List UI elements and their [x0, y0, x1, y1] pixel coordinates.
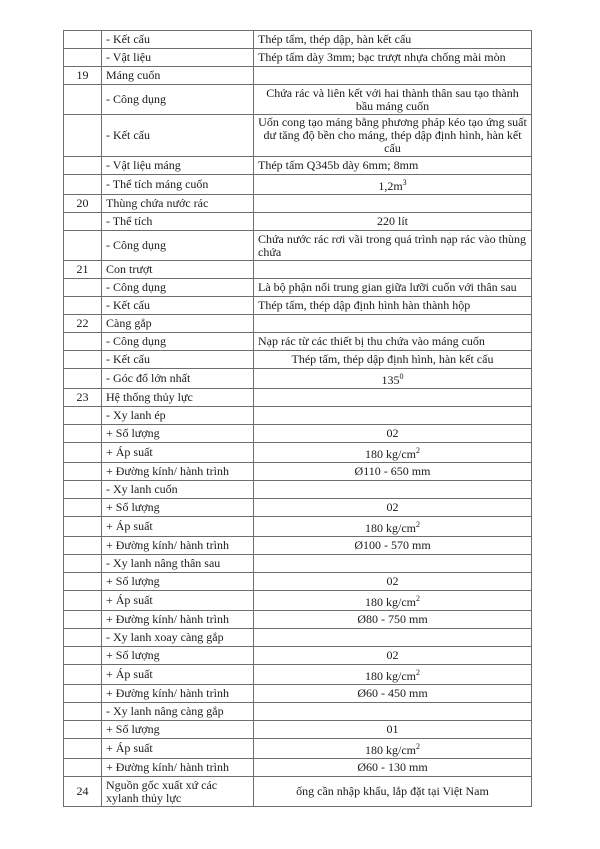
item-name-cell: - Vật liệu — [102, 49, 254, 67]
item-name-cell: + Đường kính/ hành trình — [102, 685, 254, 703]
row-number-cell — [64, 407, 102, 425]
item-name-cell: Càng gắp — [102, 315, 254, 333]
item-name-cell: Máng cuốn — [102, 67, 254, 85]
value-cell — [254, 279, 532, 297]
table-row — [64, 517, 532, 537]
row-number-cell — [64, 739, 102, 759]
row-number-cell — [64, 369, 102, 389]
value-text: Thép tấm, thép dập, hàn kết cấu — [258, 32, 412, 46]
value-text: 01 — [386, 722, 399, 736]
value-text: 02 — [386, 500, 399, 514]
value-text: 135 — [381, 373, 400, 387]
item-name-cell: + Áp suất — [102, 665, 254, 685]
item-name-cell: - Thể tích máng cuốn — [102, 175, 254, 195]
value-cell — [254, 499, 532, 517]
item-name-cell: + Đường kính/ hành trình — [102, 463, 254, 481]
table-row — [64, 591, 532, 611]
table-row — [64, 665, 532, 685]
value-cell — [254, 591, 532, 611]
table-row — [64, 67, 532, 85]
table-row — [64, 195, 532, 213]
row-number-cell — [64, 49, 102, 67]
value-text: 180 kg/cm — [365, 743, 416, 757]
row-number-cell — [64, 759, 102, 777]
value-text: Chứa nước rác rơi vãi trong quá trình nạp rác vào thùng chứa — [258, 231, 526, 259]
value-cell — [254, 759, 532, 777]
item-name-cell: + Đường kính/ hành trình — [102, 537, 254, 555]
value-text: Ø110 - 650 mm — [354, 464, 431, 478]
value-text: ống cần nhập khẩu, lắp đặt tại Việt Nam — [296, 784, 489, 798]
table-row — [64, 647, 532, 665]
value-text: Chứa rác và liên kết với hai thành thân sau tạo thành bầu máng cuốn — [266, 85, 519, 113]
item-name-cell: + Đường kính/ hành trình — [102, 759, 254, 777]
row-number-cell — [64, 721, 102, 739]
row-number-cell: 19 — [64, 67, 102, 85]
table-row — [64, 115, 532, 157]
value-text: 1,2m — [378, 179, 403, 193]
value-cell — [254, 157, 532, 175]
table-row — [64, 369, 532, 389]
table-row — [64, 721, 532, 739]
table-row — [64, 703, 532, 721]
table-row — [64, 611, 532, 629]
row-number-cell — [64, 703, 102, 721]
item-name-cell: - Xy lanh xoay càng gắp — [102, 629, 254, 647]
table-row — [64, 499, 532, 517]
item-name-cell: Nguồn gốc xuất xứ các xylanh thủy lực — [102, 777, 254, 807]
row-number-cell — [64, 213, 102, 231]
table-row — [64, 389, 532, 407]
table-row — [64, 759, 532, 777]
table-row — [64, 333, 532, 351]
item-name-cell: + Đường kính/ hành trình — [102, 611, 254, 629]
value-cell — [254, 721, 532, 739]
value-cell — [254, 407, 532, 425]
item-name-cell: + Áp suất — [102, 591, 254, 611]
item-name-cell: - Xy lanh ép — [102, 407, 254, 425]
value-superscript: 2 — [416, 594, 420, 603]
value-superscript: 2 — [416, 520, 420, 529]
table-row — [64, 231, 532, 261]
value-cell — [254, 777, 532, 807]
value-text: 180 kg/cm — [365, 669, 416, 683]
row-number-cell — [64, 297, 102, 315]
row-number-cell — [64, 555, 102, 573]
value-cell — [254, 611, 532, 629]
row-number-cell — [64, 85, 102, 115]
table-row — [64, 739, 532, 759]
value-text: 02 — [386, 426, 399, 440]
item-name-cell: + Số lượng — [102, 647, 254, 665]
row-number-cell — [64, 629, 102, 647]
row-number-cell — [64, 115, 102, 157]
row-number-cell — [64, 481, 102, 499]
value-cell — [254, 703, 532, 721]
item-name-cell: - Xy lanh nâng thân sau — [102, 555, 254, 573]
value-cell — [254, 333, 532, 351]
table-row — [64, 481, 532, 499]
table-row — [64, 297, 532, 315]
value-text: Là bộ phận nối trung gian giữa lưỡi cuốn với thân sau — [258, 280, 517, 294]
row-number-cell: 22 — [64, 315, 102, 333]
value-cell — [254, 517, 532, 537]
value-cell — [254, 213, 532, 231]
row-number-cell — [64, 537, 102, 555]
value-cell — [254, 261, 532, 279]
row-number-cell: 24 — [64, 777, 102, 807]
table-row — [64, 537, 532, 555]
value-cell — [254, 195, 532, 213]
value-text: Ø60 - 450 mm — [357, 686, 428, 700]
table-row — [64, 49, 532, 67]
value-text: Ø80 - 750 mm — [357, 612, 428, 626]
table-row — [64, 777, 532, 807]
item-name-cell: - Kết cấu — [102, 31, 254, 49]
value-text: 02 — [386, 574, 399, 588]
table-row — [64, 213, 532, 231]
table-row — [64, 279, 532, 297]
row-number-cell — [64, 157, 102, 175]
value-cell — [254, 231, 532, 261]
item-name-cell: - Công dụng — [102, 333, 254, 351]
value-cell — [254, 369, 532, 389]
item-name-cell: + Số lượng — [102, 721, 254, 739]
value-text: 02 — [386, 648, 399, 662]
value-cell — [254, 555, 532, 573]
table-row — [64, 463, 532, 481]
table-row — [64, 175, 532, 195]
table-row — [64, 315, 532, 333]
specification-table-body — [64, 31, 532, 807]
value-text: 180 kg/cm — [365, 447, 416, 461]
value-superscript: 3 — [402, 178, 407, 187]
value-cell — [254, 85, 532, 115]
table-row — [64, 425, 532, 443]
value-cell — [254, 573, 532, 591]
table-row — [64, 261, 532, 279]
value-cell — [254, 647, 532, 665]
item-name-cell: Con trượt — [102, 261, 254, 279]
value-superscript: 2 — [416, 446, 420, 455]
item-name-cell: - Công dụng — [102, 85, 254, 115]
value-cell — [254, 351, 532, 369]
row-number-cell — [64, 31, 102, 49]
value-cell — [254, 175, 532, 195]
value-cell — [254, 685, 532, 703]
item-name-cell: + Số lượng — [102, 499, 254, 517]
table-row — [64, 157, 532, 175]
row-number-cell — [64, 647, 102, 665]
value-text: 220 lít — [376, 214, 408, 228]
value-text: 180 kg/cm — [365, 595, 416, 609]
value-cell — [254, 463, 532, 481]
value-text: Thép tấm, thép dập định hình hàn thành hộp — [258, 298, 471, 312]
row-number-cell — [64, 425, 102, 443]
table-row — [64, 629, 532, 647]
item-name-cell: Hệ thống thủy lực — [102, 389, 254, 407]
item-name-cell: + Số lượng — [102, 425, 254, 443]
value-cell — [254, 115, 532, 157]
row-number-cell: 23 — [64, 389, 102, 407]
table-row — [64, 555, 532, 573]
row-number-cell — [64, 463, 102, 481]
row-number-cell — [64, 665, 102, 685]
row-number-cell — [64, 517, 102, 537]
value-superscript: 2 — [416, 668, 420, 677]
table-row — [64, 85, 532, 115]
row-number-cell: 21 — [64, 261, 102, 279]
value-text: Thép tấm Q345b dày 6mm; 8mm — [258, 158, 419, 172]
value-text: Ø60 - 130 mm — [357, 760, 428, 774]
value-text: 180 kg/cm — [365, 521, 416, 535]
value-cell — [254, 31, 532, 49]
value-cell — [254, 443, 532, 463]
row-number-cell — [64, 443, 102, 463]
row-number-cell — [64, 351, 102, 369]
item-name-cell: - Xy lanh nâng càng gắp — [102, 703, 254, 721]
row-number-cell: 20 — [64, 195, 102, 213]
row-number-cell — [64, 591, 102, 611]
item-name-cell: + Áp suất — [102, 739, 254, 759]
specification-table — [63, 30, 532, 807]
table-row — [64, 407, 532, 425]
value-text: Ø100 - 570 mm — [354, 538, 431, 552]
value-text: Thép tấm, thép dập định hình, hàn kết cấu — [291, 352, 494, 366]
table-row — [64, 685, 532, 703]
table-row — [64, 31, 532, 49]
item-name-cell: - Kết cấu — [102, 115, 254, 157]
item-name-cell: Thùng chứa nước rác — [102, 195, 254, 213]
value-cell — [254, 629, 532, 647]
item-name-cell: + Áp suất — [102, 443, 254, 463]
item-name-cell: - Vật liệu máng — [102, 157, 254, 175]
value-cell — [254, 537, 532, 555]
item-name-cell: - Góc đổ lớn nhất — [102, 369, 254, 389]
value-text: Thép tấm dày 3mm; bạc trượt nhựa chống mài mòn — [258, 50, 506, 64]
row-number-cell — [64, 499, 102, 517]
item-name-cell: - Xy lanh cuốn — [102, 481, 254, 499]
row-number-cell — [64, 333, 102, 351]
row-number-cell — [64, 231, 102, 261]
item-name-cell: - Kết cấu — [102, 297, 254, 315]
item-name-cell: + Áp suất — [102, 517, 254, 537]
row-number-cell — [64, 175, 102, 195]
row-number-cell — [64, 279, 102, 297]
value-cell — [254, 67, 532, 85]
item-name-cell: - Công dụng — [102, 231, 254, 261]
table-row — [64, 443, 532, 463]
table-row — [64, 351, 532, 369]
row-number-cell — [64, 573, 102, 591]
item-name-cell: - Thể tích — [102, 213, 254, 231]
value-cell — [254, 49, 532, 67]
value-cell — [254, 315, 532, 333]
value-text: Nạp rác từ các thiết bị thu chứa vào máng cuốn — [258, 334, 485, 348]
value-cell — [254, 665, 532, 685]
item-name-cell: + Số lượng — [102, 573, 254, 591]
row-number-cell — [64, 611, 102, 629]
value-cell — [254, 425, 532, 443]
value-cell — [254, 297, 532, 315]
value-cell — [254, 481, 532, 499]
value-text: Uốn cong tạo máng bằng phương pháp kéo tạo ứng suất dư tăng độ bền cho máng, thép dập định hình, hàn kết cấu — [258, 115, 527, 155]
value-superscript: 2 — [416, 742, 420, 751]
item-name-cell: - Kết cấu — [102, 351, 254, 369]
item-name-cell: - Công dụng — [102, 279, 254, 297]
value-cell — [254, 389, 532, 407]
row-number-cell — [64, 685, 102, 703]
value-superscript: 0 — [399, 372, 404, 381]
value-cell — [254, 739, 532, 759]
table-row — [64, 573, 532, 591]
